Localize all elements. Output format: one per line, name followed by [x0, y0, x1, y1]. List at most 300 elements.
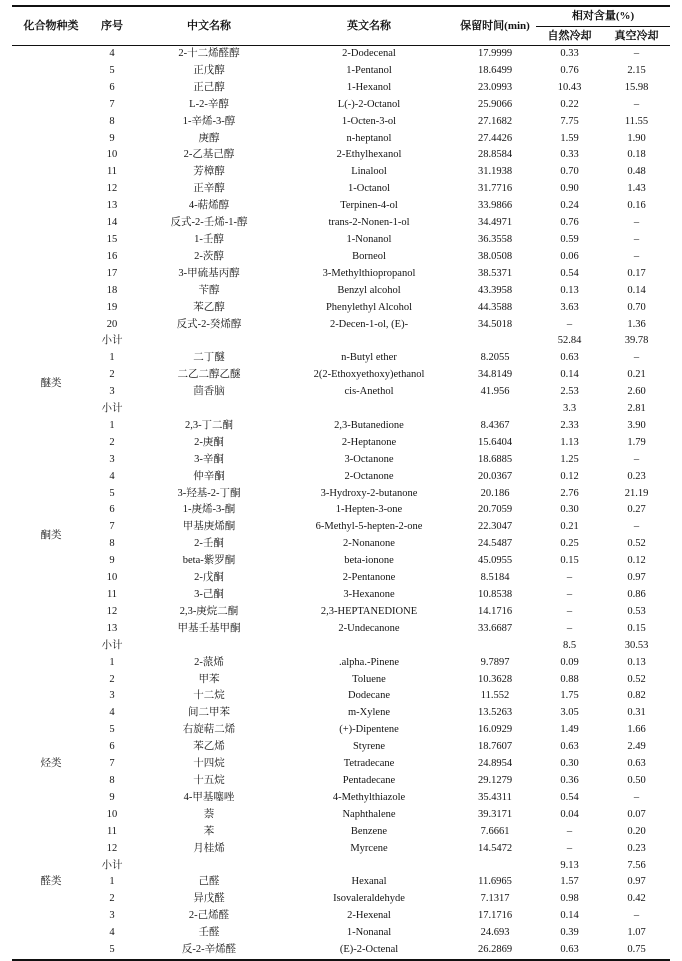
table-row: [12, 232, 670, 249]
cell-no: 11: [106, 825, 118, 837]
cell-en-name: Terpinen-4-ol: [340, 200, 398, 212]
table-row: [12, 824, 670, 841]
cell-natural-cooling: 0.70: [560, 166, 579, 178]
cell-natural-cooling: 0.63: [560, 352, 579, 364]
cell-natural-cooling: 2.33: [560, 419, 579, 431]
cell-vacuum-cooling: 0.16: [627, 200, 646, 212]
table-row: [12, 756, 670, 773]
cell-natural-cooling: –: [566, 842, 573, 854]
cell-natural-cooling: –: [566, 622, 573, 634]
cell-cn-name: 2-茨醇: [194, 250, 224, 262]
cell-en-name: 2-Undecanone: [338, 622, 400, 634]
cell-en-name: 2-Octanone: [344, 470, 394, 482]
cell-cn-name: 甲基壬基甲酮: [177, 622, 241, 634]
section-category-cell: 烃类: [40, 758, 62, 770]
cell-no: 4: [109, 48, 115, 59]
cell-cn-name: 二丁醚: [193, 352, 225, 364]
cell-cn-name: 十二烷: [193, 690, 225, 702]
cell-no: 3: [109, 453, 115, 465]
cell-retention: 20.0367: [477, 470, 513, 482]
cell-cn-name: 1-庚烯-3-酮: [182, 504, 236, 516]
cell-vacuum-cooling: 0.20: [627, 825, 646, 837]
cell-natural-cooling: –: [566, 318, 573, 330]
cell-en-name: Styrene: [352, 741, 386, 753]
cell-no: 7: [109, 98, 115, 110]
cell-no: 7: [109, 521, 115, 533]
table-row: [12, 283, 670, 300]
cell-retention: 31.7716: [477, 183, 513, 195]
cell-no: 6: [109, 504, 115, 516]
cell-cn-name: 苯乙烯: [193, 741, 225, 753]
col-header-en-name: 英文名称: [347, 19, 391, 32]
cell-no: 6: [109, 81, 115, 93]
cell-vacuum-cooling: 0.14: [627, 284, 646, 296]
cell-cn-name: [134, 401, 284, 418]
table-row: [12, 80, 670, 97]
section-category-cell: [12, 46, 90, 351]
table-row: [12, 942, 670, 960]
cell-en-name: (E)-2-Octenal: [339, 944, 399, 956]
cell-no: 3: [109, 386, 115, 398]
cell-en-name: 2-Heptanone: [341, 436, 397, 448]
cell-retention: 35.4311: [478, 791, 512, 803]
cell-vacuum-cooling: 2.15: [627, 64, 646, 76]
cell-en-name: m-Xylene: [348, 707, 390, 719]
compound-table-body: [12, 46, 670, 960]
cell-no: 13: [106, 200, 118, 212]
cell-cn-name: 苯: [203, 825, 215, 837]
cell-cn-name: 3-辛酮: [194, 453, 224, 465]
table-row: [12, 587, 670, 604]
cell-natural-cooling: 3.63: [560, 301, 579, 313]
cell-no: 20: [106, 318, 118, 330]
section-category-cell: 醛类: [40, 876, 62, 888]
cell-vacuum-cooling: 0.21: [627, 369, 646, 381]
table-row: [12, 367, 670, 384]
table-row: [12, 300, 670, 317]
cell-retention: 18.7607: [477, 741, 513, 753]
table-row: [12, 215, 670, 232]
cell-vacuum-cooling: 1.43: [627, 183, 646, 195]
cell-natural-cooling: 1.49: [560, 724, 579, 736]
cell-en-name: n-heptanol: [346, 132, 392, 144]
cell-en-name: Toluene: [352, 673, 386, 685]
cell-cn-name: 正己醇: [193, 81, 225, 93]
cell-cn-name: 2-十二烯醛醇: [178, 48, 240, 59]
cell-cn-name: beta-紫罗酮: [182, 555, 236, 567]
col-header-no: 序号: [101, 19, 123, 32]
cell-natural-cooling: –: [566, 589, 573, 600]
cell-cn-name: 二乙二醇乙醚: [177, 369, 241, 381]
table-row: [12, 249, 670, 266]
cell-vacuum-cooling: 15.98: [624, 81, 649, 93]
cell-en-name: (+)-Dipentene: [339, 724, 399, 736]
cell-retention: 34.8149: [477, 369, 513, 381]
cell-vacuum-cooling: –: [633, 521, 640, 533]
cell-en-name: Dodecane: [348, 690, 390, 702]
cell-en-name: beta-ionone: [344, 555, 394, 567]
cell-retention: 39.3171: [477, 808, 513, 820]
cell-retention: 33.9866: [477, 200, 513, 212]
cell-no: 3: [109, 690, 115, 702]
cell-vacuum-cooling: 0.97: [627, 572, 646, 584]
cell-retention: 11.6965: [478, 876, 512, 888]
cell-vacuum-cooling: 0.52: [627, 538, 646, 550]
cell-no: 4: [109, 470, 115, 482]
cell-natural-cooling: 0.06: [560, 250, 579, 262]
cell-natural-cooling: 1.13: [560, 436, 579, 448]
compound-table: [12, 5, 670, 961]
cell-cn-name: 2,3-庚烷二酮: [179, 605, 239, 617]
cell-no: 10: [106, 808, 118, 820]
cell-vacuum-cooling: 2.81: [627, 403, 646, 415]
cell-retention: 24.8954: [477, 758, 513, 770]
subtotal-row: [12, 638, 670, 655]
cell-cn-name: 4-甲基噻唑: [183, 791, 235, 803]
cell-retention: 8.2055: [480, 352, 510, 364]
cell-natural-cooling: 0.39: [560, 927, 579, 939]
cell-cn-name: 2-乙基己醇: [183, 149, 235, 161]
cell-cn-name: 异戊醛: [193, 893, 225, 905]
cell-en-name: Benzyl alcohol: [337, 284, 401, 296]
cell-natural-cooling: 0.76: [560, 217, 579, 229]
cell-vacuum-cooling: 0.17: [627, 267, 646, 279]
cell-retention: 28.8584: [477, 149, 513, 161]
cell-en-name: L(-)-2-Octanol: [337, 98, 401, 110]
cell-en-name: 1-Hepten-3-one: [335, 504, 403, 516]
cell-en-name: 1-Octanol: [348, 183, 390, 195]
cell-no: 7: [109, 758, 115, 770]
cell-cn-name: 十五烷: [193, 774, 225, 786]
cell-en-name: 6-Methyl-5-hepten-2-one: [315, 521, 423, 533]
cell-natural-cooling: 0.04: [560, 808, 579, 820]
cell-vacuum-cooling: 0.31: [627, 707, 646, 719]
cell-en-name: 2(2-Ethoxyethoxy)ethanol: [313, 369, 425, 381]
cell-retention: 25.9066: [477, 98, 513, 110]
table-row: [12, 790, 670, 807]
cell-natural-cooling: –: [566, 825, 573, 837]
table-row: [12, 198, 670, 215]
cell-retention: 10.8538: [477, 589, 513, 600]
cell-en-name: n-Butyl ether: [341, 352, 397, 364]
cell-en-name: Tetradecane: [343, 758, 395, 770]
cell-natural-cooling: 0.14: [560, 910, 579, 922]
cell-en-name: [284, 401, 454, 418]
table-row: [12, 418, 670, 435]
cell-cn-name: 萘: [203, 808, 215, 820]
cell-no: 12: [106, 183, 118, 195]
cell-cn-name: 1-壬醇: [194, 233, 224, 245]
table-row: [12, 164, 670, 181]
table-row: [12, 672, 670, 689]
cell-cn-name: 甲苯: [198, 673, 220, 685]
cell-natural-cooling: 0.12: [560, 470, 579, 482]
cell-no: 10: [106, 572, 118, 584]
cell-retention: 14.1716: [477, 605, 513, 617]
cell-natural-cooling: 2.53: [560, 386, 579, 398]
cell-no: 2: [109, 893, 115, 905]
cell-natural-cooling: 3.05: [560, 707, 579, 719]
cell-cn-name: 2-蒎烯: [194, 656, 224, 668]
table-row: [12, 502, 670, 519]
cell-natural-cooling: 0.63: [560, 944, 579, 956]
cell-natural-cooling: 1.75: [560, 690, 579, 702]
cell-retention: 7.1317: [480, 893, 510, 905]
table-row: [12, 655, 670, 672]
cell-vacuum-cooling: 3.90: [627, 419, 646, 431]
table-row: [12, 266, 670, 283]
cell-vacuum-cooling: 2.49: [627, 741, 646, 753]
cell-retention: 24.5487: [477, 538, 513, 550]
cell-en-name: 1-Pentanol: [346, 64, 392, 76]
cell-natural-cooling: –: [566, 605, 573, 617]
cell-vacuum-cooling: 1.07: [627, 927, 646, 939]
cell-natural-cooling: 0.76: [560, 64, 579, 76]
cell-en-name: 1-Hexanol: [346, 81, 392, 93]
table-row: [12, 63, 670, 80]
cell-vacuum-cooling: 0.13: [627, 656, 646, 668]
cell-no: 12: [106, 605, 118, 617]
cell-cn-name: 2-戊酮: [194, 572, 224, 584]
cell-natural-cooling: 1.25: [560, 453, 579, 465]
cell-vacuum-cooling: –: [633, 217, 640, 229]
cell-en-name: Isovaleraldehyde: [333, 893, 405, 905]
col-header-compound-type: 化合物种类: [23, 19, 79, 32]
cell-vacuum-cooling: 0.63: [627, 758, 646, 770]
cell-retention: 44.3588: [477, 301, 513, 313]
cell-vacuum-cooling: –: [633, 910, 640, 922]
subtotal-row: [12, 858, 670, 875]
cell-en-name: 4-Methylthiazole: [332, 791, 406, 803]
cell-cn-name: 2-壬酮: [194, 538, 224, 550]
table-row: [12, 435, 670, 452]
cell-vacuum-cooling: –: [633, 250, 640, 262]
cell-retention: 13.5263: [477, 707, 513, 719]
cell-no: 2: [109, 673, 115, 685]
cell-no: 5: [109, 724, 115, 736]
table-row: [12, 841, 670, 858]
section-category-cell: 酮类: [40, 529, 62, 541]
cell-en-name: 1-Octen-3-ol: [341, 115, 397, 127]
cell-cn-name: 3-己酮: [194, 589, 224, 600]
cell-vacuum-cooling: 0.27: [627, 504, 646, 516]
cell-natural-cooling: 0.33: [560, 48, 579, 59]
cell-natural-cooling: 7.75: [560, 115, 579, 127]
cell-vacuum-cooling: 1.90: [627, 132, 646, 144]
cell-vacuum-cooling: 2.60: [627, 386, 646, 398]
cell-retention: 18.6499: [477, 64, 513, 76]
cell-cn-name: 月桂烯: [193, 842, 225, 854]
cell-natural-cooling: 0.14: [560, 369, 579, 381]
cell-natural-cooling: 0.33: [560, 149, 579, 161]
cell-en-name: Linalool: [351, 166, 387, 178]
cell-natural-cooling: 0.21: [560, 521, 579, 533]
cell-natural-cooling: 0.30: [560, 504, 579, 516]
cell-vacuum-cooling: 0.07: [627, 808, 646, 820]
col-header-relative-content: 相对含量(%): [536, 6, 670, 27]
cell-en-name: 1-Nonanal: [346, 927, 392, 939]
cell-en-name: cis-Anethol: [344, 386, 394, 398]
col-header-retention: 保留时间(min): [460, 19, 530, 32]
cell-retention: 38.0508: [477, 250, 513, 262]
table-row: [12, 570, 670, 587]
cell-vacuum-cooling: 0.23: [627, 470, 646, 482]
cell-retention: 17.9999: [477, 48, 513, 59]
cell-vacuum-cooling: 0.86: [627, 589, 646, 600]
table-row: [12, 908, 670, 925]
cell-retention: 9.7897: [480, 656, 510, 668]
table-row: [12, 46, 670, 63]
table-header: [12, 6, 670, 46]
cell-natural-cooling: 0.59: [560, 233, 579, 245]
cell-no: 8: [109, 538, 115, 550]
cell-natural-cooling: 10.43: [557, 81, 582, 93]
table-row: [12, 688, 670, 705]
cell-natural-cooling: 3.3: [562, 403, 577, 415]
cell-vacuum-cooling: –: [633, 791, 640, 803]
cell-cn-name: 正辛醇: [193, 183, 225, 195]
cell-retention: 29.1279: [477, 774, 513, 786]
cell-no: 9: [109, 791, 115, 803]
cell-retention: [454, 401, 536, 418]
cell-natural-cooling: 9.13: [560, 859, 579, 871]
table-row: [12, 739, 670, 756]
table-row: [12, 131, 670, 148]
cell-natural-cooling: 1.59: [560, 132, 579, 144]
cell-en-name: 3-Methylthiopropanol: [322, 267, 416, 279]
cell-natural-cooling: 52.84: [557, 335, 582, 347]
table-row: [12, 807, 670, 824]
cell-no: 12: [106, 842, 118, 854]
cell-retention: 33.6687: [477, 622, 513, 634]
cell-no: 8: [109, 115, 115, 127]
cell-no: 1: [109, 352, 115, 364]
table-row: [12, 147, 670, 164]
subtotal-row: [12, 333, 670, 350]
cell-no: 1: [109, 876, 115, 888]
cell-retention: 11.552: [480, 690, 510, 702]
cell-retention: 20.186: [480, 487, 510, 499]
cell-cn-name: 芳樟醇: [193, 166, 225, 178]
table-row: [12, 97, 670, 114]
cell-cn-name: 3-羟基-2-丁酮: [177, 487, 241, 499]
cell-vacuum-cooling: 1.79: [627, 436, 646, 448]
cell-no: 小计: [101, 335, 123, 347]
table-row: [12, 722, 670, 739]
cell-retention: [454, 858, 536, 875]
cell-vacuum-cooling: –: [633, 98, 640, 110]
cell-vacuum-cooling: 0.53: [627, 605, 646, 617]
cell-no: 16: [106, 250, 118, 262]
cell-en-name: 2,3-Butanedione: [334, 419, 404, 431]
cell-natural-cooling: 0.25: [560, 538, 579, 550]
cell-vacuum-cooling: 0.18: [627, 149, 646, 161]
cell-cn-name: 苄醇: [198, 284, 220, 296]
cell-retention: 8.4367: [480, 419, 510, 431]
cell-no: 小计: [101, 639, 123, 651]
cell-vacuum-cooling: 1.66: [627, 724, 646, 736]
cell-vacuum-cooling: –: [633, 48, 640, 59]
table-row: [12, 773, 670, 790]
cell-retention: 16.0929: [477, 724, 513, 736]
cell-en-name: 2-Pentanone: [342, 572, 396, 584]
cell-natural-cooling: 0.15: [560, 555, 579, 567]
cell-en-name: .alpha.-Pinene: [338, 656, 400, 668]
cell-en-name: [284, 858, 454, 875]
table-row: [12, 519, 670, 536]
cell-natural-cooling: 8.5: [562, 639, 577, 651]
cell-en-name: 3-Octanone: [344, 453, 394, 465]
cell-cn-name: [134, 638, 284, 655]
cell-en-name: 3-Hydroxy-2-butanone: [320, 487, 418, 499]
cell-natural-cooling: 0.22: [560, 98, 579, 110]
cell-natural-cooling: 0.36: [560, 774, 579, 786]
table-row: [12, 350, 670, 367]
cell-no: 19: [106, 301, 118, 313]
col-header-natural-cooling: 自然冷却: [547, 29, 592, 42]
cell-retention: 22.3047: [477, 521, 513, 533]
cell-retention: 26.2869: [477, 944, 513, 956]
cell-vacuum-cooling: 21.19: [624, 487, 649, 499]
cell-cn-name: 茴香脑: [193, 386, 225, 398]
cell-vacuum-cooling: –: [633, 352, 640, 364]
cell-retention: 15.6404: [477, 436, 513, 448]
cell-natural-cooling: 2.76: [560, 487, 579, 499]
cell-vacuum-cooling: 7.56: [627, 859, 646, 871]
cell-en-name: 2-Decen-1-ol, (E)-: [329, 318, 409, 330]
cell-no: 小计: [101, 859, 123, 871]
cell-retention: 31.1938: [477, 166, 513, 178]
cell-cn-name: [134, 333, 284, 350]
cell-vacuum-cooling: 0.48: [627, 166, 646, 178]
cell-natural-cooling: –: [566, 572, 573, 584]
cell-en-name: 2-Hexenal: [347, 910, 391, 922]
cell-natural-cooling: 0.30: [560, 758, 579, 770]
cell-retention: 34.4971: [477, 217, 513, 229]
cell-retention: 27.1682: [477, 115, 513, 127]
cell-no: 2: [109, 369, 115, 381]
cell-no: 15: [106, 233, 118, 245]
cell-vacuum-cooling: 0.97: [627, 876, 646, 888]
cell-cn-name: L-2-辛醇: [189, 98, 229, 110]
subtotal-row: [12, 401, 670, 418]
cell-en-name: 2-Dodecenal: [342, 48, 396, 59]
table-row: [12, 384, 670, 401]
cell-no: 4: [109, 707, 115, 719]
cell-cn-name: 右旋萜二烯: [182, 724, 236, 736]
cell-en-name: Phenylethyl Alcohol: [325, 301, 413, 313]
cell-no: 14: [106, 217, 118, 229]
cell-vacuum-cooling: 0.52: [627, 673, 646, 685]
cell-vacuum-cooling: 0.12: [627, 555, 646, 567]
cell-en-name: 1-Nonanol: [346, 233, 392, 245]
cell-vacuum-cooling: 1.36: [627, 318, 646, 330]
cell-vacuum-cooling: –: [633, 453, 640, 465]
cell-natural-cooling: 0.13: [560, 284, 579, 296]
cell-cn-name: 反式-2-壬烯-1-醇: [170, 217, 248, 229]
cell-vacuum-cooling: 30.53: [624, 639, 649, 651]
table-row: [12, 874, 670, 891]
cell-cn-name: 仲辛酮: [193, 470, 225, 482]
table-row: [12, 621, 670, 638]
cell-cn-name: 反式-2-癸烯醇: [176, 318, 242, 330]
cell-no: 9: [109, 132, 115, 144]
cell-no: 5: [109, 487, 115, 499]
table-row: [12, 452, 670, 469]
cell-cn-name: 2-己烯醛: [188, 910, 230, 922]
cell-en-name: Pentadecane: [342, 774, 396, 786]
cell-vacuum-cooling: 0.23: [627, 842, 646, 854]
